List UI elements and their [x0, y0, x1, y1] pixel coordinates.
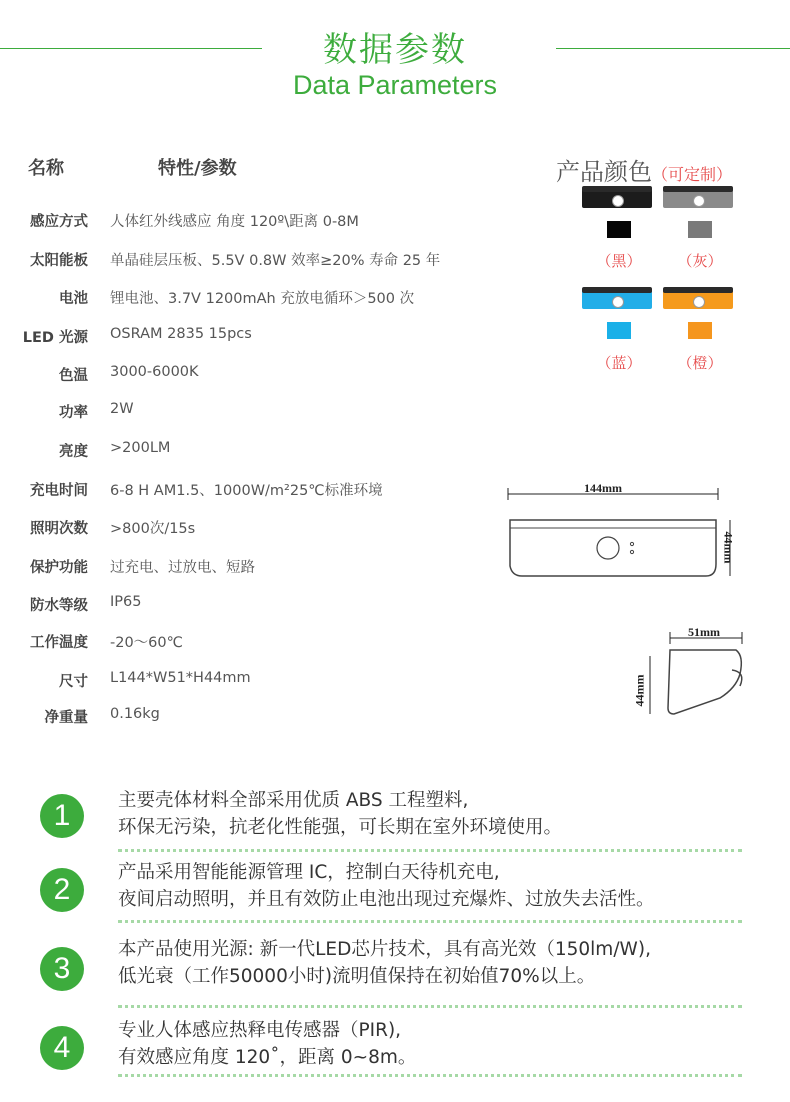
spec-label: 亮度 — [59, 444, 88, 460]
spec-label: 电池 — [59, 291, 88, 307]
spec-row — [0, 670, 500, 696]
lamp-image-blue — [582, 287, 652, 309]
lamp-image-orange — [663, 287, 733, 309]
color-swatch-blue — [607, 322, 631, 339]
spec-value: 单晶硅层压板、5.5V 0.8W 效率≥20% 寿命 25 年 — [110, 253, 441, 269]
spec-row — [0, 706, 500, 732]
color-label-blue: （蓝） — [596, 354, 642, 372]
spec-row — [0, 326, 500, 352]
feature-number-badge: 3 — [40, 947, 84, 991]
spec-label: 感应方式 — [30, 214, 88, 230]
customizable-note: （可定制） — [652, 165, 733, 184]
feature-line-2: 环保无污染，抗老化性能强，可长期在室外环境使用。 — [118, 817, 563, 838]
spec-row — [0, 440, 500, 466]
feature-line-1: 主要壳体材料全部采用优质 ABS 工程塑料, — [118, 790, 469, 811]
color-label-black: （黑） — [596, 252, 642, 270]
lamp-image-gray — [663, 186, 733, 208]
color-label-orange: （橙） — [677, 354, 723, 372]
spec-row — [0, 249, 500, 275]
feature-number-badge: 4 — [40, 1026, 84, 1070]
page-title: 数据参数 — [323, 30, 467, 70]
feature-line-1: 产品采用智能能源管理 IC，控制白天待机充电, — [118, 862, 500, 883]
column-heading-value: 特性/参数 — [158, 158, 237, 179]
spec-value: IP65 — [110, 594, 142, 610]
spec-label: 净重量 — [44, 710, 88, 726]
color-swatch-gray — [688, 221, 712, 238]
spec-row — [0, 631, 500, 657]
feature-number-badge: 1 — [40, 794, 84, 838]
spec-value: 人体红外线感应 角度 120º\距离 0-8M — [110, 214, 359, 230]
product-colors-title — [556, 152, 732, 187]
color-swatch-orange — [688, 322, 712, 339]
spec-row — [0, 401, 500, 427]
product-colors-label: 产品颜色 — [556, 158, 652, 186]
spec-label: 工作温度 — [30, 635, 88, 651]
height-dimension-label: 44mm — [721, 531, 736, 564]
page-subtitle: Data Parameters — [292, 70, 498, 100]
spec-value: -20～60℃ — [110, 635, 183, 651]
spec-row — [0, 594, 500, 620]
spec-label: 功率 — [59, 405, 88, 421]
spec-label: 太阳能板 — [30, 253, 88, 269]
dotted-divider — [118, 1005, 742, 1008]
feature-line-2: 夜间启动照明，并且有效防止电池出现过充爆炸、过放失去活性。 — [118, 889, 655, 910]
dotted-divider — [118, 849, 742, 852]
spec-row — [0, 364, 500, 390]
spec-value: >800次/15s — [110, 521, 196, 537]
spec-value: >200LM — [110, 440, 171, 456]
spec-row — [0, 517, 500, 543]
spec-row — [0, 479, 500, 505]
dotted-divider — [118, 1074, 742, 1077]
lamp-image-black — [582, 186, 652, 208]
spec-value: 6-8 H AM1.5、1000W/m²25℃标准环境 — [110, 483, 383, 499]
spec-label: 色温 — [59, 368, 88, 384]
spec-value: 0.16kg — [110, 706, 160, 722]
spec-row — [0, 210, 500, 236]
dotted-divider — [118, 920, 742, 923]
side-height-dimension-label: 44mm — [632, 674, 647, 707]
spec-label: 充电时间 — [30, 483, 88, 499]
color-swatch-black — [607, 221, 631, 238]
spec-label: LED 光源 — [22, 330, 88, 346]
spec-value: 3000-6000K — [110, 364, 199, 380]
spec-label: 保护功能 — [30, 560, 88, 576]
spec-row — [0, 556, 500, 582]
length-dimension-label: 144mm — [584, 481, 622, 495]
front-dimension-drawing — [500, 476, 750, 586]
feature-line-1: 专业人体感应热释电传感器（PIR), — [118, 1020, 402, 1041]
spec-value: 2W — [110, 401, 134, 417]
spec-value: 过充电、过放电、短路 — [110, 560, 255, 576]
spec-value: L144*W51*H44mm — [110, 670, 251, 686]
spec-value: 锂电池、3.7V 1200mAh 充放电循环＞500 次 — [110, 291, 415, 307]
color-label-gray: （灰） — [677, 252, 723, 270]
feature-line-1: 本产品使用光源: 新一代LED芯片技术，具有高光效（150lm/W), — [118, 939, 651, 960]
spec-label: 照明次数 — [30, 521, 88, 537]
width-dimension-label: 51mm — [688, 625, 720, 639]
spec-value: OSRAM 2835 15pcs — [110, 326, 252, 342]
spec-label: 尺寸 — [59, 674, 88, 690]
feature-line-2: 有效感应角度 120˚，距离 0~8m。 — [118, 1047, 417, 1068]
feature-number-badge: 2 — [40, 868, 84, 912]
feature-line-2: 低光衰（工作50000小时)流明值保持在初始值70%以上。 — [118, 966, 596, 987]
spec-row — [0, 287, 500, 313]
spec-label: 防水等级 — [30, 598, 88, 614]
column-heading-name: 名称 — [28, 158, 64, 179]
